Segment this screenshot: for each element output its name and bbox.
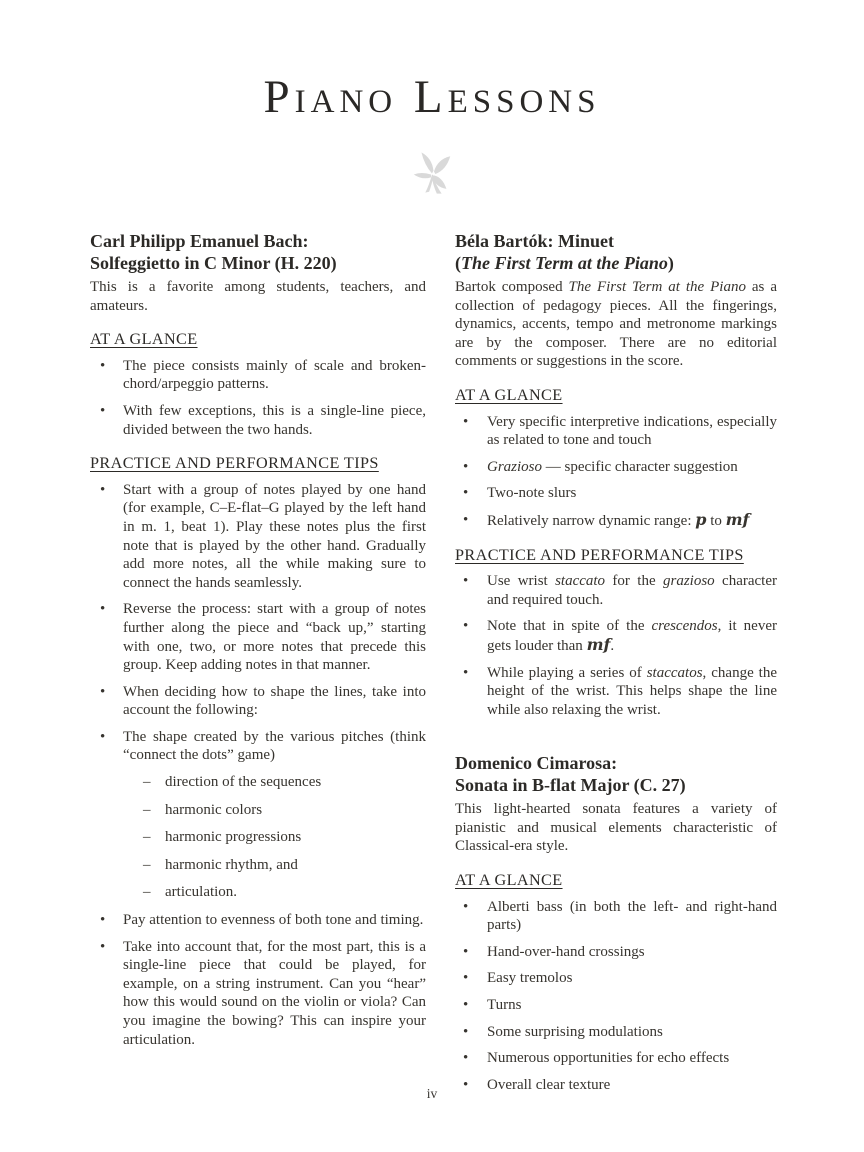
piece-heading-line2: Sonata in B-flat Major (C. 27) (455, 774, 686, 795)
bullet-item: • Two-note slurs (455, 484, 777, 503)
piece-intro: This is a favorite among students, teachers, and amateurs. (90, 279, 426, 314)
bullet-item: • While playing a series of staccatos, change the height of the wrist. This helps shape the line while also relaxing the wrist. (455, 664, 777, 720)
at-a-glance-heading: AT A GLANCE (455, 871, 563, 890)
bullet-item: • Note that in spite of the crescendos, it never gets louder than mf. (455, 617, 777, 655)
page-title: Piano Lessons (263, 71, 601, 123)
sub-bullet-item: – articulation. (90, 883, 426, 902)
bullet-item: • Some surprising modulations (455, 1023, 777, 1042)
bullet-item: • The shape created by the various pitches (think “connect the dots” game) (90, 728, 426, 765)
right-column (455, 231, 777, 1102)
practice-tips-heading: PRACTICE AND PERFORMANCE TIPS (90, 454, 379, 473)
piece-intro: Bartok composed The First Term at the Piano as a collection of pedagogy pieces. All the fingerings, dynamics, accents, tempo and metronome markings are by the composer. There are no editorial comments or suggestions in the score. (455, 279, 777, 370)
sub-bullet-item: – harmonic progressions (90, 828, 426, 847)
bullet-item: • Overall clear texture (455, 1076, 777, 1095)
bullet-item: • Very specific interpretive indications, especially as related to tone and touch (455, 413, 777, 450)
bullet-item: • Grazioso — specific character suggestion (455, 458, 777, 477)
glance-list (90, 357, 426, 439)
bullet-item: • Reverse the process: start with a group of notes further along the piece and “back up,” starting with one, two, or more notes that precede this group. Keep adding notes in that manner. (90, 600, 426, 674)
sub-bullet-item: – direction of the sequences (90, 773, 426, 792)
section-bach (90, 231, 426, 1049)
practice-tips-heading: PRACTICE AND PERFORMANCE TIPS (455, 545, 744, 564)
left-column (90, 231, 426, 1057)
piece-heading-line1: Domenico Cimarosa: (455, 753, 618, 774)
piece-heading-line1: Carl Philipp Emanuel Bach: (90, 231, 309, 251)
bullet-item: • With few exceptions, this is a single-line piece, divided between the two hands. (90, 402, 426, 439)
bullet-item: • Relatively narrow dynamic range: p to mf (455, 511, 777, 531)
piece-heading-bartok (455, 231, 777, 274)
piece-intro: This light-hearted sonata features a variety of pianistic and musical elements characteristic of Classical-era style. (455, 801, 777, 855)
bullet-item: • Alberti bass (in both the left- and right-hand parts) (455, 898, 777, 935)
sub-bullet-item: – harmonic rhythm, and (90, 856, 426, 875)
at-a-glance-heading: AT A GLANCE (455, 385, 563, 404)
piece-heading-line2: (The First Term at the Piano) (455, 252, 674, 273)
bullet-item: • Pay attention to evenness of both tone and timing. (90, 911, 426, 930)
piece-heading-cimarosa (455, 753, 777, 796)
bullet-item: • Use wrist staccato for the grazioso character and required touch. (455, 572, 777, 609)
shape-sub-list (90, 773, 426, 902)
bullet-item: • Turns (455, 996, 777, 1015)
at-a-glance-heading: AT A GLANCE (90, 330, 198, 349)
section-cimarosa (455, 753, 777, 1094)
bullet-item: • Numerous opportunities for echo effects (455, 1049, 777, 1068)
piece-heading-line1: Béla Bartók: Minuet (455, 231, 614, 251)
tips-list-continued (90, 911, 426, 1049)
bullet-item: • Start with a group of notes played by one hand (for example, C–E-flat–G played by the left hand in m. 1, beat 1). Play these notes plus the first note that is played by the other hand. Gradually add more notes, all the while making sure to connect the hands seamlessly. (90, 481, 426, 593)
piece-heading-line2: Solfeggietto in C Minor (H. 220) (90, 252, 337, 273)
page-number: iv (426, 1086, 438, 1101)
ornament-container (0, 146, 864, 205)
bullet-item: • Hand-over-hand crossings (455, 943, 777, 962)
section-bartok (455, 231, 777, 719)
bullet-item: • The piece consists mainly of scale and broken-chord/arpeggio patterns. (90, 357, 426, 394)
tips-list (90, 481, 426, 765)
sub-bullet-item: – harmonic colors (90, 801, 426, 820)
glance-list (455, 413, 777, 531)
tips-list (455, 572, 777, 719)
bullet-item: • Easy tremolos (455, 969, 777, 988)
glance-list (455, 898, 777, 1095)
bullet-item: • When deciding how to shape the lines, take into account the following: (90, 683, 426, 720)
bullet-item: • Take into account that, for the most part, this is a single-line piece that could be played, for example, on a string instrument. Can you “hear” how this would sound on the violin or viola? Can you imagine the bowing? This can inspire your articulation. (90, 938, 426, 1050)
fleuron-leaf-ornament-icon (408, 187, 456, 204)
piece-heading-bach (90, 231, 426, 274)
